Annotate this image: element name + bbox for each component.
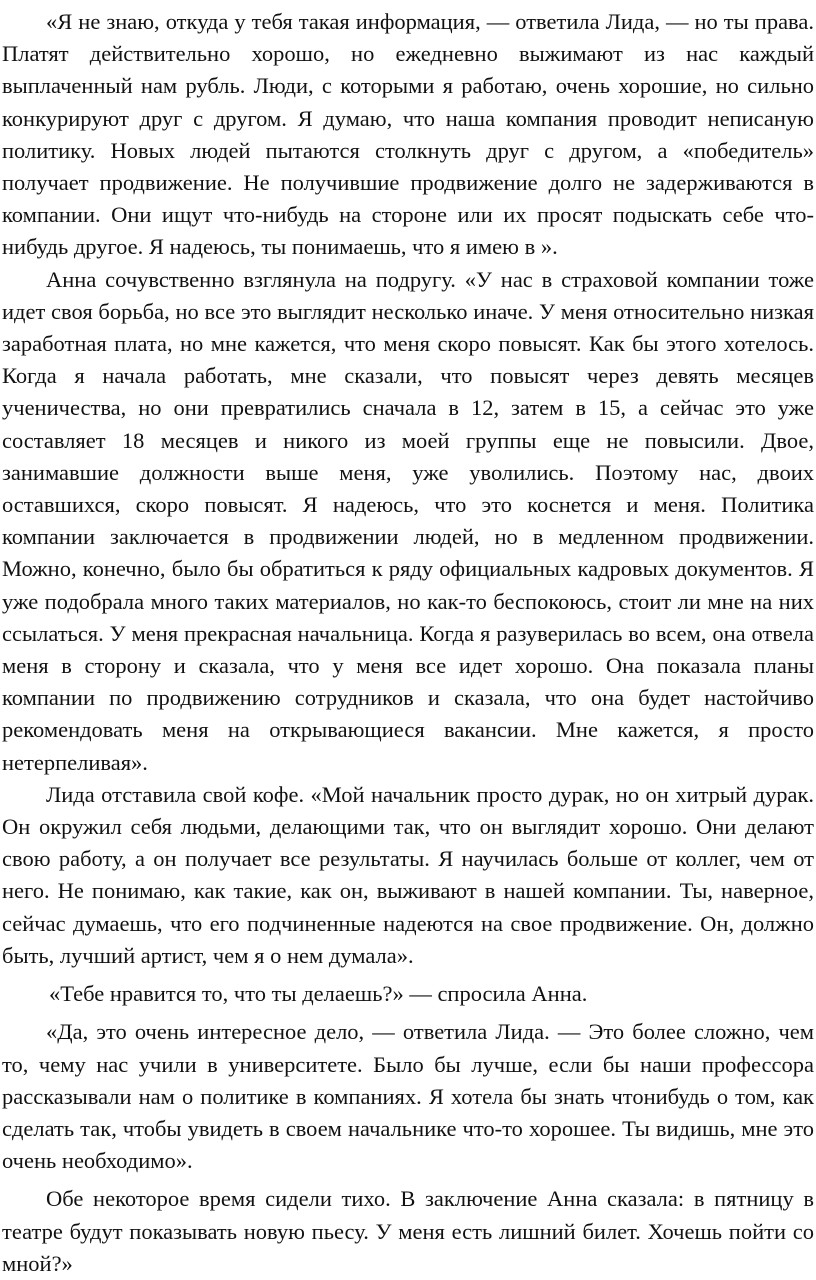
paragraph-lida-interesting: «Да, это очень интересное дело, — ответила Лида. — Это более сложно, чем то, чему нас учили в университете. Было бы лучше, если бы наши профессора рассказывали нам о политике в компаниях. Я хотела бы знать чтонибудь о том, как сделать так, чтобы увидеть в своем начальнике что-то хорошее. Ты видишь, мне это очень необходимо».: [2, 1019, 814, 1174]
paragraph-lida-reply: «Я не знаю, откуда у тебя такая информация, — ответила Лида, — но ты права. Платят действительно хорошо, но ежедневно выжимают из нас каждый выплаченный нам рубль. Люди, с которыми я работаю, очень хорошие, но сильно конкурируют друг с другом. Я думаю, что наша компания проводит неписаную политику. Новых людей пытаются столкнуть друг с другом, а «победитель» получает продвижение. Не получившие продвижение долго не задерживаются в компании. Они ищут что-нибудь на стороне или их просят подыскать себе что-нибудь другое. Я надеюсь, ты понимаешь, что я имею в ».: [2, 9, 814, 260]
paragraph-anna-question: «Тебе нравится то, что ты делаешь?» — спросила Анна.: [49, 981, 588, 1007]
paragraph-theatre: Обе некоторое время сидели тихо. В заключение Анна сказала: в пятницу в театре будут показывать новую пьесу. У меня есть лишний билет. Хочешь пойти со мной?»: [2, 1186, 814, 1276]
paragraph-anna-insurance: Анна сочувственно взглянула на подругу. «У нас в страховой компании тоже идет своя борьба, но все это выглядит несколько иначе. У меня относительно низкая заработная плата, но мне кажется, что меня скоро повысят. Как бы этого хотелось. Когда я начала работать, мне сказали, что повысят через девять месяцев ученичества, но они превратились сначала в 12, затем в 15, а сейчас это уже составляет 18 месяцев и никого из моей группы еще не повысили. Двое, занимавшие должности выше меня, уже уволились. Поэтому нас, двоих оставшихся, скоро повысят. Я надеюсь, что это коснется и меня. Политика компании заключается в продвижении людей, но в медленном продвижении. Можно, конечно, было бы обратиться к ряду официальных кадровых документов. Я уже подобрала много таких материалов, но как-то беспокоюсь, стоит ли мне на них ссылаться. У меня прекрасная начальница. Когда я разуверилась во всем, она отвела меня в сторону и сказала, что у меня все идет хорошо. Она показала планы компании по продвижению сотрудников и сказала, что она будет настойчиво рекомендовать меня на открывающиеся вакансии. Мне кажется, я просто нетерпеливая».: [2, 266, 814, 775]
paragraph-lida-boss: Лида отставила свой кофе. «Мой начальник просто дурак, но он хитрый дурак. Он окружил себя людьми, делающими так, что он выглядит хорошо. Они делают свою работу, а он получает все результаты. Я научилась больше от коллег, чем от него. Не понимаю, как такие, как он, выживают в нашей компании. Ты, наверное, сейчас думаешь, что его подчиненные надеются на свое продвижение. Он, должно быть, лучший артист, чем я о нем думала».: [2, 781, 814, 968]
